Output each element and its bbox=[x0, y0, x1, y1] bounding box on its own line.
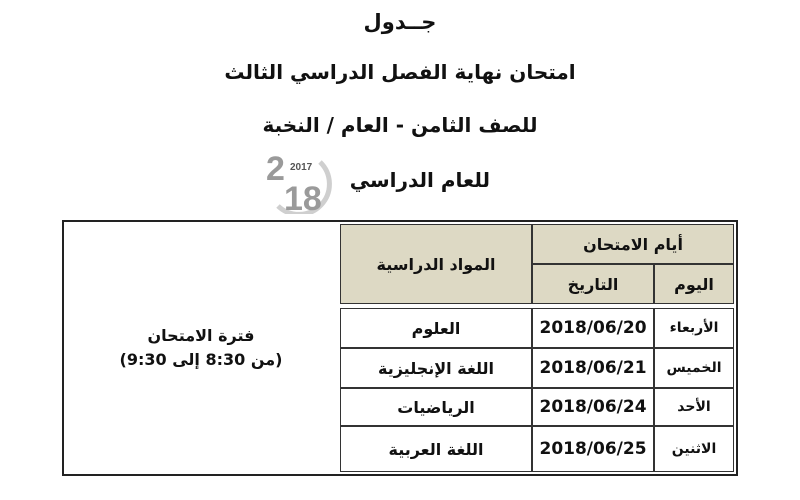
row-subject: الرياضيات bbox=[340, 388, 532, 426]
row-day: الاثنين bbox=[654, 426, 734, 472]
exam-period bbox=[66, 224, 336, 472]
document-title: جــدول bbox=[363, 10, 437, 34]
header-subjects: المواد الدراسية bbox=[340, 224, 532, 304]
exam-period-time: (من 8:30 إلى 9:30) bbox=[119, 350, 283, 369]
header-day: اليوم bbox=[654, 264, 734, 304]
row-date: 2018/06/25 bbox=[532, 426, 654, 472]
row-subject: العلوم bbox=[340, 308, 532, 348]
academic-year-label: للعام الدراسي bbox=[349, 168, 490, 192]
row-subject: اللغة الإنجليزية bbox=[340, 348, 532, 388]
logo-year-2017: 2017 bbox=[290, 162, 313, 173]
header-exam-days: أيام الامتحان bbox=[532, 224, 734, 264]
class-subtitle: للصف الثامن - العام / النخبة bbox=[262, 113, 538, 137]
row-date: 2018/06/24 bbox=[532, 388, 654, 426]
logo-digits-18: 18 bbox=[284, 180, 322, 214]
year-2018-logo bbox=[260, 148, 332, 214]
logo-digit-2: 2 bbox=[266, 150, 285, 188]
exam-title: امتحان نهاية الفصل الدراسي الثالث bbox=[224, 60, 576, 84]
row-day: الأحد bbox=[654, 388, 734, 426]
row-subject: اللغة العربية bbox=[340, 426, 532, 472]
header-date: التاريخ bbox=[532, 264, 654, 304]
academic-year-line bbox=[260, 148, 490, 214]
row-day: الأربعاء bbox=[654, 308, 734, 348]
row-day: الخميس bbox=[654, 348, 734, 388]
exam-period-title: فترة الامتحان bbox=[147, 326, 255, 345]
row-date: 2018/06/20 bbox=[532, 308, 654, 348]
row-date: 2018/06/21 bbox=[532, 348, 654, 388]
